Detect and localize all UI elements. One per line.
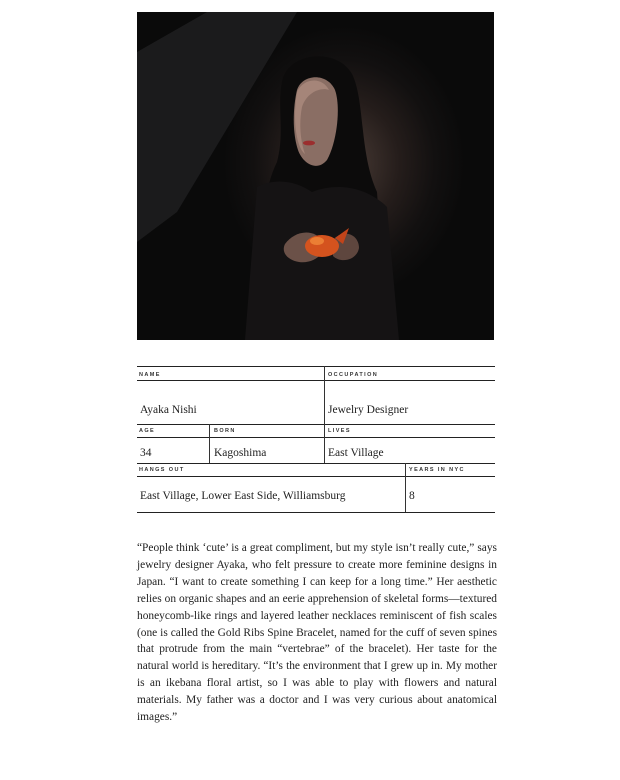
occupation-label: OCCUPATION [328, 372, 379, 378]
born-label: BORN [214, 428, 236, 434]
divider-hangs-years [405, 463, 406, 512]
rule-bottom [137, 512, 495, 513]
article-body: “People think ‘cute’ is a great compliment, but my style isn’t really cute,” says jewelry designer Ayaka, who felt pressure to create more feminine designs in Japan. “I want to create something I can keep for a long time.” Her aesthetic relies on organic shapes and an eerie apprehension of skeletal forms—textured honeycomb-like rings and layered leather necklaces reminiscent of fish scales (one is called the Gold Ribs Spine Bracelet, named for the cuff of seven spines that protrude from the main “vertebrae” of the bracelet). Her taste for the natural world is hereditary. “It’s the environment that I grew up in. My mother is an ikebana floral artist, so I was able to play with flowers and natural materials. My father was a doctor and I was very curious about anatomical images.” [137, 542, 497, 724]
rule-label-2 [137, 437, 495, 438]
divider-name-occupation [324, 366, 325, 424]
born-value: Kagoshima [214, 447, 267, 459]
name-label: NAME [139, 372, 161, 378]
hangs-out-label: HANGS OUT [139, 467, 185, 473]
lives-value: East Village [328, 447, 384, 459]
years-label: YEARS IN NYC [409, 467, 465, 473]
rule-3 [137, 463, 495, 464]
lives-label: LIVES [328, 428, 351, 434]
rule-label-1 [137, 380, 495, 381]
divider-age-born [209, 424, 210, 463]
hangs-out-value: East Village, Lower East Side, Williamsburg [140, 490, 346, 502]
occupation-value: Jewelry Designer [328, 404, 409, 416]
rule-label-3 [137, 476, 495, 477]
profile-info-table [137, 366, 495, 514]
age-value: 34 [140, 447, 152, 459]
divider-born-lives [324, 424, 325, 463]
rule-2 [137, 424, 495, 425]
rule-top [137, 366, 495, 367]
name-value: Ayaka Nishi [140, 404, 197, 416]
portrait-photo [137, 12, 494, 340]
age-label: AGE [139, 428, 156, 434]
years-value: 8 [409, 490, 415, 502]
